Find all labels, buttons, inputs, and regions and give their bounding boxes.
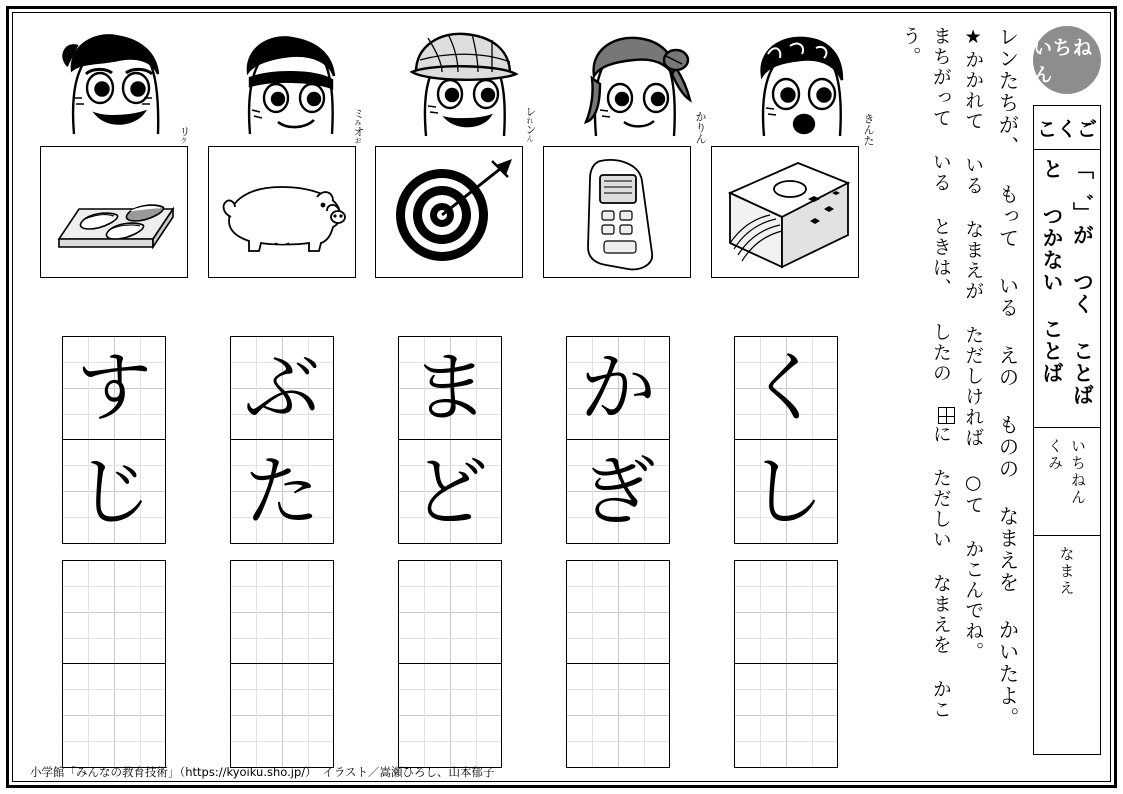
word-grid-3 <box>398 336 502 544</box>
word-cell-2-bottom <box>230 440 334 544</box>
word-cell-3-top <box>398 336 502 440</box>
riku-face-icon <box>52 26 192 144</box>
answer-cell-3-bottom[interactable] <box>398 664 502 768</box>
word-cell-1-top <box>62 336 166 440</box>
word-char: た <box>244 446 320 536</box>
answer-grid-1[interactable] <box>62 560 166 768</box>
class-cell[interactable] <box>1034 428 1100 536</box>
word-char: し <box>748 446 824 536</box>
picture-box-2 <box>208 146 356 278</box>
answer-cell-4-top[interactable] <box>566 560 670 664</box>
word-char: く <box>748 343 824 432</box>
mio-face-icon <box>226 26 366 144</box>
name-label: なまえ <box>1057 546 1076 597</box>
character-mio <box>226 26 366 144</box>
character-name-ren: レれンん <box>524 106 537 142</box>
instruction-line-2: ★かかれて いる なまえが ただしければ ○て かこんでね。 <box>962 26 985 662</box>
answer-cell-4-bottom[interactable] <box>566 664 670 768</box>
grade-badge-label: いちねん <box>1033 37 1094 86</box>
instruction-line-1: レンたちが、 もって いる えの ものの なまえを かいたよ。 <box>995 26 1019 729</box>
sushi-illustration <box>41 147 188 278</box>
character-kinta <box>736 28 876 146</box>
tissue-box-illustration <box>712 147 859 278</box>
name-cell[interactable] <box>1034 536 1100 754</box>
answer-cell-1-bottom[interactable] <box>62 664 166 768</box>
instructions-block <box>895 26 1023 741</box>
answer-cell-2-top[interactable] <box>230 560 334 664</box>
word-grid-2 <box>230 336 334 544</box>
word-cell-5-top <box>734 336 838 440</box>
ren-face-icon <box>398 24 538 144</box>
character-name-kinta: きんた <box>862 113 875 146</box>
word-char: ぎ <box>580 446 656 536</box>
class-kumi-label: くみ <box>1046 438 1064 472</box>
word-grid-1 <box>62 336 166 544</box>
word-grid-4 <box>566 336 670 544</box>
class-grade-label: いちねん <box>1069 438 1087 506</box>
word-cell-1-bottom <box>62 440 166 544</box>
answer-cell-2-bottom[interactable] <box>230 664 334 768</box>
answer-grid-2[interactable] <box>230 560 334 768</box>
word-cell-4-bottom <box>566 440 670 544</box>
character-name-riku: リク <box>178 126 191 144</box>
character-karin <box>568 26 708 144</box>
word-cell-3-bottom <box>398 440 502 544</box>
character-ren <box>398 24 538 142</box>
picture-box-1 <box>40 146 188 278</box>
character-row <box>30 24 875 146</box>
grade-badge <box>1033 26 1101 94</box>
answer-cell-1-top[interactable] <box>62 560 166 664</box>
word-cell-5-bottom <box>734 440 838 544</box>
character-name-mio: ミみオお <box>352 108 365 144</box>
picture-box-5 <box>711 146 859 278</box>
picture-box-4 <box>543 146 691 278</box>
instruction-line-3: まちがって いる ときは、 したの に ただしい なまえを かこう。 <box>895 26 956 741</box>
word-char: じ <box>76 446 152 536</box>
word-char: ま <box>412 343 488 432</box>
word-cell-2-top <box>230 336 334 440</box>
pig-illustration <box>209 147 356 278</box>
answer-grid-3[interactable] <box>398 560 502 768</box>
kinta-face-icon <box>736 28 876 144</box>
page-title: 「゛」が つく ことばと つかない ことば <box>1040 158 1095 406</box>
footer-credit: 小学館「みんなの教育技術」（https://kyoiku.sho.jp/） イラスト／嵩瀬ひろし、山本郁子 <box>30 765 495 779</box>
character-name-karin: かりん <box>694 111 707 144</box>
karin-face-icon <box>568 26 708 144</box>
target-with-arrow-illustration <box>376 147 523 278</box>
answer-grid-4[interactable] <box>566 560 670 768</box>
word-char: ど <box>412 446 488 536</box>
word-char: す <box>76 343 152 432</box>
word-char: ぶ <box>244 343 320 432</box>
word-cell-4-top <box>566 336 670 440</box>
word-grid-5 <box>734 336 838 544</box>
answer-cell-5-bottom[interactable] <box>734 664 838 768</box>
answer-grid-5[interactable] <box>734 560 838 768</box>
student-info-box <box>1033 105 1101 755</box>
picture-box-3 <box>375 146 523 278</box>
subject-label: こくご <box>1037 117 1097 141</box>
worksheet-title-cell <box>1034 150 1100 428</box>
key-illustration <box>544 147 691 278</box>
character-riku <box>52 26 192 144</box>
subject-cell <box>1034 106 1100 150</box>
answer-cell-3-top[interactable] <box>398 560 502 664</box>
answer-box-icon <box>938 407 955 424</box>
word-char: か <box>580 343 656 432</box>
answer-cell-5-top[interactable] <box>734 560 838 664</box>
